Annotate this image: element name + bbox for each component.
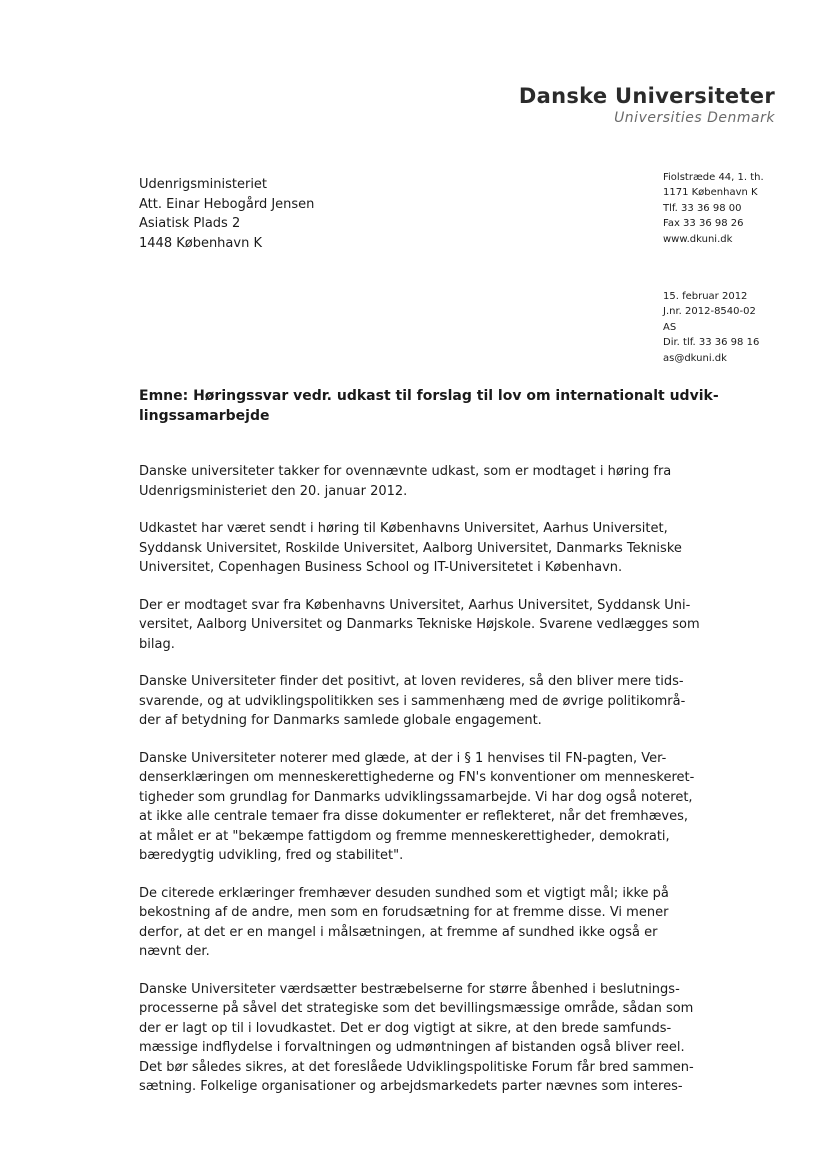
body-line: versitet, Aalborg Universitet og Danmarks Tekniske Højskole. Svarene vedlægges som [139,617,700,632]
body-line: tigheder som grundlag for Danmarks udviklingssamarbejde. Vi har dog også noteret, [139,789,693,805]
body-line: Det bør således sikres, at det foreslåede Udviklingspolitiske Forum får bred sammen- [139,1059,694,1075]
body-line: bekostning af de andre, men som en forudsætning for at fremme disse. Vi mener [139,905,669,920]
recipient-line: 1448 København K [139,235,262,251]
body-line: svarende, og at udviklingspolitikken ses i sammenhæng med de øvrige politikområ- [139,693,686,709]
body-line: derfor, at det er en mangel i målsætningen, at fremme af sundhed ikke også er [139,924,658,940]
body-line: Danske Universiteter værdsætter bestræbelserne for større åbenhed i beslutnings- [139,981,680,997]
body-line: der er lagt op til i lovudkastet. Det er dog vigtigt at sikre, at den brede samfunds- [139,1020,672,1036]
body-line: bilag. [139,636,175,652]
letterhead-logo [519,84,775,127]
body-line: Udenrigsministeriet den 20. januar 2012. [139,483,408,499]
body-line: Der er modtaget svar fra Københavns Universitet, Aarhus Universitet, Syddansk Uni- [139,597,691,613]
sender-city: 1171 København K [663,187,758,199]
direct-phone: Dir. tlf. 33 36 98 16 [663,337,760,349]
body-paragraph [139,519,682,578]
logo-subtitle: Universities Denmark [614,110,775,126]
body-line: Danske Universiteter finder det positivt, at loven revideres, så den bliver mere tids- [139,674,684,689]
journal-number: J.nr. 2012-8540-02 [663,306,756,318]
body-line: denserklæringen om menneskerettighederne og FN's konventioner om menneskeret- [139,770,695,785]
body-line: at ikke alle centrale temaer fra disse dokumenter er reflekteret, når det fremhæves, [139,809,689,824]
body-line: bæredygtig udvikling, fred og stabilitet". [139,848,404,863]
author-initials: AS [663,321,677,333]
sender-address: Fiolstræde 44, 1. th. [663,172,764,183]
body-line: Danske Universiteter noterer med glæde, at der i § 1 henvises til FN-pagten, Ver- [139,750,667,766]
letter-meta-block [663,289,759,366]
recipient-line: Udenrigsministeriet [139,177,268,192]
subject-line: lingssamarbejde [139,408,270,424]
body-paragraph [139,462,672,501]
recipient-line: Att. Einar Hebogård Jensen [139,196,315,212]
body-line: Udkastet har været sendt i høring til Københavns Universitet, Aarhus Universitet, [139,521,668,536]
body-line: at målet er at "bekæmpe fattigdom og fremme menneskerettigheder, demokrati, [139,828,670,844]
subject-heading [139,386,719,426]
body-line: Universitet, Copenhagen Business School og IT-Universitetet i København. [139,560,623,575]
sender-fax: Fax 33 36 98 26 [663,218,744,230]
sender-web: www.dkuni.dk [663,233,733,245]
body-paragraph [139,672,686,731]
body-paragraph [139,980,694,1097]
body-paragraph [139,749,695,866]
body-paragraph [139,596,700,655]
sender-phone: Tlf. 33 36 98 00 [663,202,742,214]
body-line: De citerede erklæringer fremhæver desuden sundhed som et vigtigt mål; ikke på [139,885,669,901]
letter-date: 15. februar 2012 [663,291,748,302]
sender-contact-block [663,170,764,247]
recipient-address [139,175,314,253]
body-line: nævnt der. [139,944,210,959]
body-line: Danske universiteter takker for ovennævnte udkast, som er modtaget i høring fra [139,464,672,479]
letter-body [139,462,700,1115]
recipient-line: Asiatisk Plads 2 [139,216,241,231]
body-line: processerne på såvel det strategiske som det bevillingsmæssige område, sådan som [139,1001,694,1016]
body-line: Syddansk Universitet, Roskilde Universitet, Aalborg Universitet, Danmarks Tekniske [139,540,682,556]
author-email: as@dkuni.dk [663,352,727,364]
body-line: mæssige indflydelse i forvaltningen og udmøntningen af bistanden også bliver reel. [139,1040,685,1055]
body-line: der af betydning for Danmarks samlede globale engagement. [139,713,542,728]
logo-name: Danske Universiteter [518,84,775,108]
body-paragraph [139,884,669,962]
body-line: sætning. Folkelige organisationer og arbejdsmarkedets parter nævnes som interes- [139,1079,683,1094]
subject-line: Emne: Høringssvar vedr. udkast til forslag til lov om internationalt udvik- [139,388,719,404]
